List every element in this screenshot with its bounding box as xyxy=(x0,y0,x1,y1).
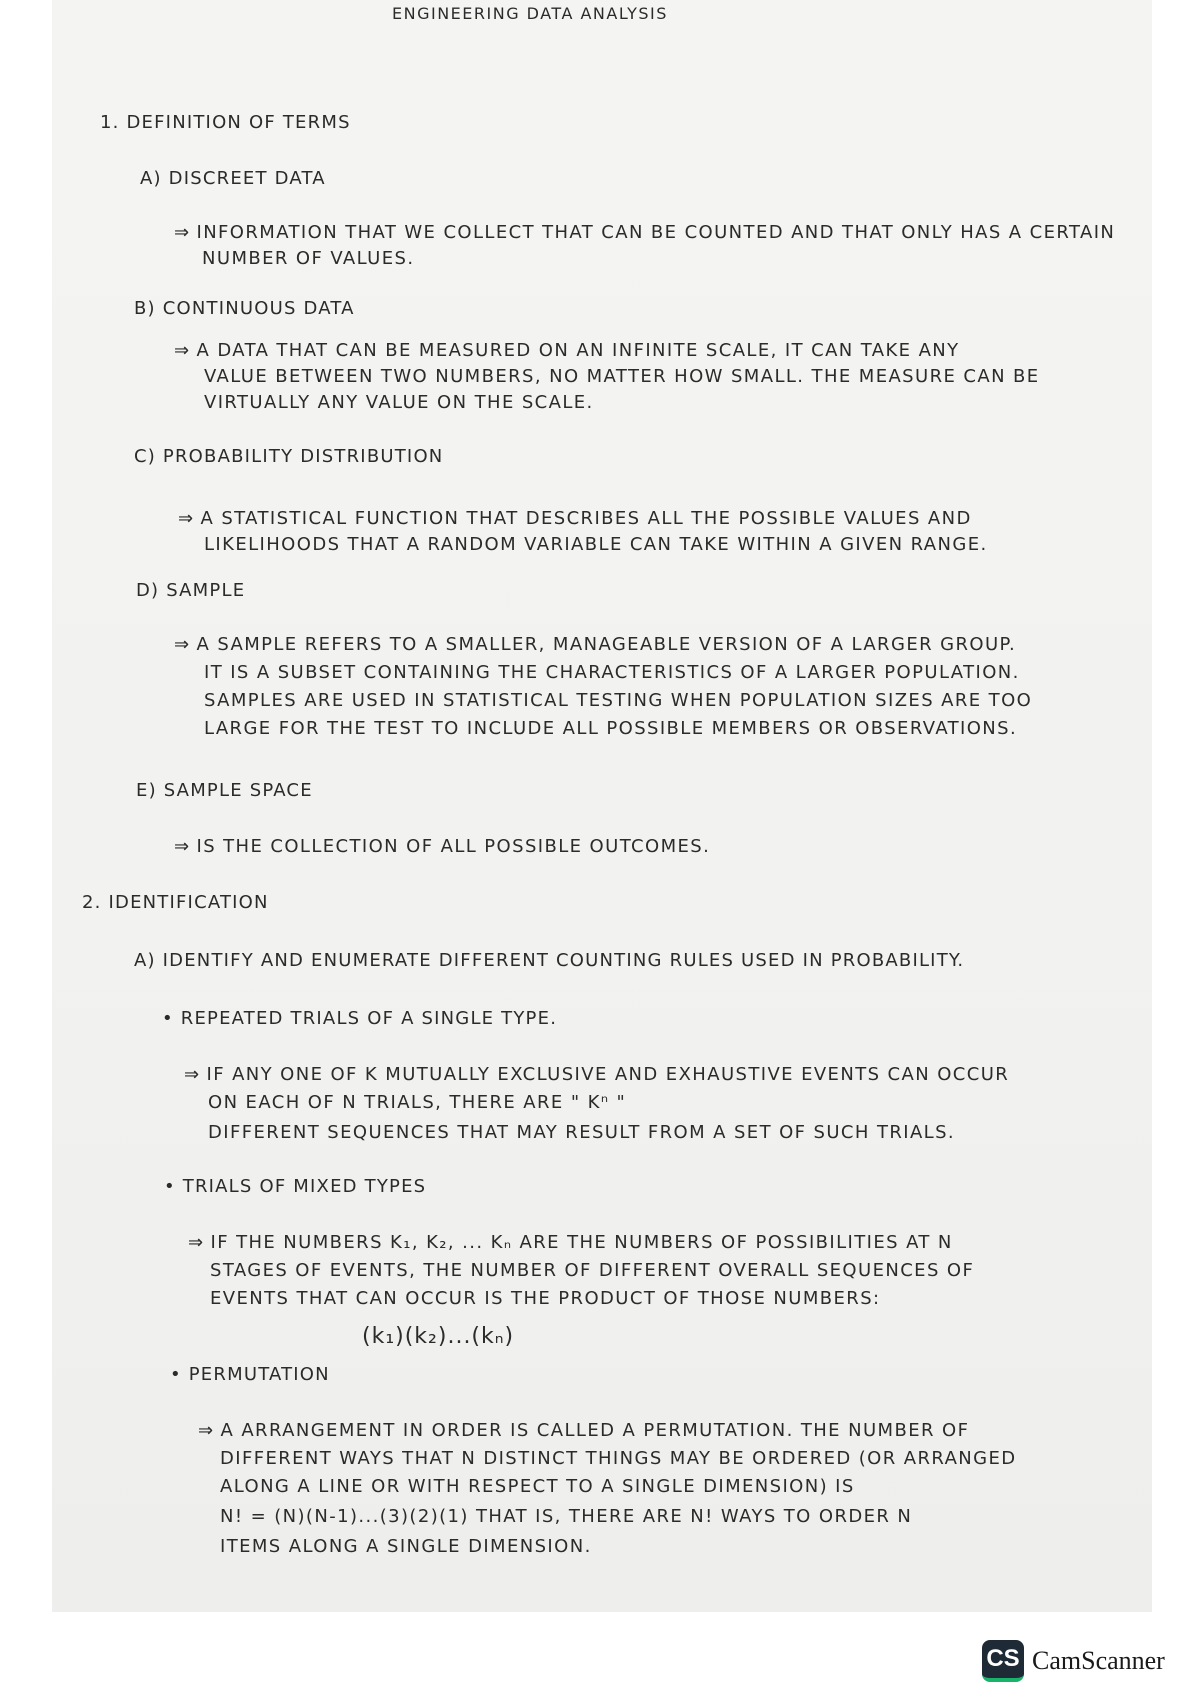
section-identification-heading: 2. IDENTIFICATION xyxy=(82,892,269,913)
bullet-icon: • xyxy=(164,1176,176,1197)
bullet-label: PERMUTATION xyxy=(188,1364,330,1385)
rule-line: EVENTS THAT CAN OCCUR IS THE PRODUCT OF THOSE NUMBERS: xyxy=(210,1288,881,1309)
arrow-icon: ⇒ xyxy=(174,634,191,655)
bullet-mixed-trials xyxy=(164,1176,426,1197)
term-discreet-data-label: A) DISCREET DATA xyxy=(140,168,326,189)
rule-line xyxy=(198,1420,969,1441)
rule-text: A ARRANGEMENT IN ORDER IS CALLED A PERMUTATION. THE NUMBER OF xyxy=(220,1420,970,1441)
rule-line: ITEMS ALONG A SINGLE DIMENSION. xyxy=(220,1536,592,1557)
definition-line: IT IS A SUBSET CONTAINING THE CHARACTERISTICS OF A LARGER POPULATION. xyxy=(204,662,1020,683)
bullet-repeated-trials xyxy=(162,1008,557,1029)
arrow-icon: ⇒ xyxy=(184,1064,201,1085)
definition-line xyxy=(174,836,710,857)
definition-line xyxy=(174,222,1115,243)
arrow-icon: ⇒ xyxy=(178,508,195,529)
item-counting-rules-label: A) IDENTIFY AND ENUMERATE DIFFERENT COUNTING RULES USED IN PROBABILITY. xyxy=(134,950,965,971)
rule-line xyxy=(184,1064,1009,1085)
bullet-icon: • xyxy=(170,1364,182,1385)
rule-line: STAGES OF EVENTS, THE NUMBER OF DIFFERENT OVERALL SEQUENCES OF xyxy=(210,1260,975,1281)
rule-text: IF ANY ONE OF K MUTUALLY EXCLUSIVE AND EXHAUSTIVE EVENTS CAN OCCUR xyxy=(206,1064,1010,1085)
rule-line: DIFFERENT WAYS THAT N DISTINCT THINGS MAY BE ORDERED (OR ARRANGED xyxy=(220,1448,1017,1469)
rule-line: N! = (N)(N-1)...(3)(2)(1) THAT IS, THERE ARE N! WAYS TO ORDER N xyxy=(220,1506,913,1527)
definition-line: VIRTUALLY ANY VALUE ON THE SCALE. xyxy=(204,392,594,413)
camscanner-watermark xyxy=(982,1640,1165,1682)
term-probability-distribution-label: C) PROBABILITY DISTRIBUTION xyxy=(134,446,444,467)
camscanner-label: CamScanner xyxy=(1032,1646,1165,1675)
definition-line: LIKELIHOODS THAT A RANDOM VARIABLE CAN TAKE WITHIN A GIVEN RANGE. xyxy=(204,534,988,555)
product-formula: (k₁)(k₂)...(kₙ) xyxy=(362,1324,515,1349)
scanned-page xyxy=(52,0,1152,1612)
bullet-label: TRIALS OF MIXED TYPES xyxy=(182,1176,427,1197)
definition-text: INFORMATION THAT WE COLLECT THAT CAN BE COUNTED AND THAT ONLY HAS A CERTAIN xyxy=(196,222,1116,243)
bullet-icon: • xyxy=(162,1008,174,1029)
definition-line xyxy=(178,508,972,529)
rule-line xyxy=(188,1232,953,1253)
rule-line: DIFFERENT SEQUENCES THAT MAY RESULT FROM A SET OF SUCH TRIALS. xyxy=(208,1122,956,1143)
rule-line: ALONG A LINE OR WITH RESPECT TO A SINGLE DIMENSION) IS xyxy=(220,1476,855,1497)
page-title: ENGINEERING DATA ANALYSIS xyxy=(392,4,668,23)
camscanner-logo-icon: CS xyxy=(982,1640,1024,1682)
arrow-icon: ⇒ xyxy=(188,1232,205,1253)
section-definition-heading: 1. DEFINITION OF TERMS xyxy=(100,112,351,133)
rule-text: IF THE NUMBERS K₁, K₂, ... Kₙ ARE THE NUMBERS OF POSSIBILITIES AT N xyxy=(210,1232,953,1253)
definition-text: IS THE COLLECTION OF ALL POSSIBLE OUTCOMES. xyxy=(196,836,711,857)
term-continuous-data-label: B) CONTINUOUS DATA xyxy=(134,298,355,319)
rule-line: ON EACH OF N TRIALS, THERE ARE " Kⁿ " xyxy=(208,1092,627,1113)
definition-text: A SAMPLE REFERS TO A SMALLER, MANAGEABLE VERSION OF A LARGER GROUP. xyxy=(196,634,1017,655)
term-sample-space-label: E) SAMPLE SPACE xyxy=(136,780,313,801)
arrow-icon: ⇒ xyxy=(174,340,191,361)
definition-line: SAMPLES ARE USED IN STATISTICAL TESTING WHEN POPULATION SIZES ARE TOO xyxy=(204,690,1033,711)
definition-line xyxy=(174,634,1016,655)
definition-line: NUMBER OF VALUES. xyxy=(202,248,415,269)
term-sample-label: D) SAMPLE xyxy=(136,580,246,601)
arrow-icon: ⇒ xyxy=(174,836,191,857)
definition-line: VALUE BETWEEN TWO NUMBERS, NO MATTER HOW SMALL. THE MEASURE CAN BE xyxy=(204,366,1040,387)
arrow-icon: ⇒ xyxy=(174,222,191,243)
arrow-icon: ⇒ xyxy=(198,1420,215,1441)
bullet-permutation xyxy=(170,1364,330,1385)
definition-text: A STATISTICAL FUNCTION THAT DESCRIBES ALL THE POSSIBLE VALUES AND xyxy=(200,508,972,529)
bullet-label: REPEATED TRIALS OF A SINGLE TYPE. xyxy=(180,1008,558,1029)
definition-text: A DATA THAT CAN BE MEASURED ON AN INFINITE SCALE, IT CAN TAKE ANY xyxy=(196,340,960,361)
definition-line xyxy=(174,340,960,361)
definition-line: LARGE FOR THE TEST TO INCLUDE ALL POSSIBLE MEMBERS OR OBSERVATIONS. xyxy=(204,718,1018,739)
